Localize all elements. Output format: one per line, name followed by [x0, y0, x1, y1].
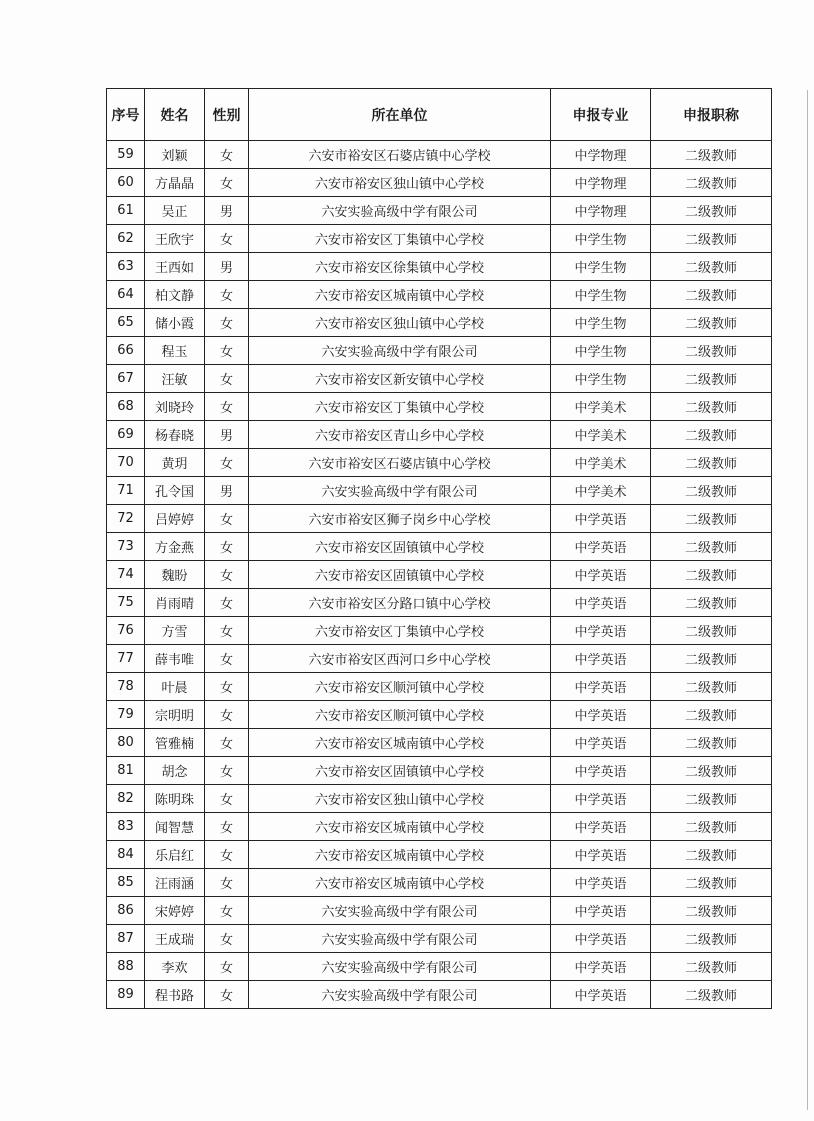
- cell-no: 60: [107, 169, 145, 197]
- cell-name: 闻智慧: [145, 813, 205, 841]
- cell-no: 68: [107, 393, 145, 421]
- cell-no: 62: [107, 225, 145, 253]
- cell-title: 二级教师: [651, 253, 772, 281]
- cell-major: 中学英语: [551, 589, 651, 617]
- table-row: [107, 141, 772, 169]
- table-row: [107, 309, 772, 337]
- header-gender: 性别: [205, 89, 249, 141]
- cell-name: 吕婷婷: [145, 505, 205, 533]
- header-row: [107, 89, 772, 141]
- cell-no: 74: [107, 561, 145, 589]
- cell-major: 中学英语: [551, 785, 651, 813]
- cell-name: 宋婷婷: [145, 897, 205, 925]
- cell-gender: 女: [205, 533, 249, 561]
- cell-unit: 六安实验高级中学有限公司: [249, 925, 551, 953]
- cell-title: 二级教师: [651, 981, 772, 1009]
- cell-major: 中学美术: [551, 477, 651, 505]
- cell-unit: 六安市裕安区西河口乡中心学校: [249, 645, 551, 673]
- cell-name: 程玉: [145, 337, 205, 365]
- table-row: [107, 925, 772, 953]
- cell-gender: 女: [205, 785, 249, 813]
- cell-name: 柏文静: [145, 281, 205, 309]
- cell-no: 61: [107, 197, 145, 225]
- cell-no: 72: [107, 505, 145, 533]
- cell-major: 中学英语: [551, 533, 651, 561]
- cell-name: 薛韦唯: [145, 645, 205, 673]
- cell-gender: 女: [205, 897, 249, 925]
- cell-name: 孔令国: [145, 477, 205, 505]
- cell-unit: 六安实验高级中学有限公司: [249, 477, 551, 505]
- cell-unit: 六安市裕安区固镇镇中心学校: [249, 533, 551, 561]
- cell-gender: 女: [205, 281, 249, 309]
- cell-unit: 六安市裕安区城南镇中心学校: [249, 281, 551, 309]
- cell-unit: 六安市裕安区分路口镇中心学校: [249, 589, 551, 617]
- table-row: [107, 645, 772, 673]
- cell-no: 64: [107, 281, 145, 309]
- cell-gender: 女: [205, 841, 249, 869]
- cell-major: 中学生物: [551, 253, 651, 281]
- cell-no: 77: [107, 645, 145, 673]
- cell-unit: 六安市裕安区徐集镇中心学校: [249, 253, 551, 281]
- table-row: [107, 673, 772, 701]
- cell-major: 中学生物: [551, 309, 651, 337]
- cell-title: 二级教师: [651, 225, 772, 253]
- cell-no: 59: [107, 141, 145, 169]
- cell-no: 86: [107, 897, 145, 925]
- cell-unit: 六安市裕安区城南镇中心学校: [249, 869, 551, 897]
- cell-major: 中学美术: [551, 449, 651, 477]
- table-row: [107, 869, 772, 897]
- cell-title: 二级教师: [651, 673, 772, 701]
- cell-no: 65: [107, 309, 145, 337]
- cell-title: 二级教师: [651, 365, 772, 393]
- cell-no: 89: [107, 981, 145, 1009]
- cell-title: 二级教师: [651, 393, 772, 421]
- cell-name: 储小霞: [145, 309, 205, 337]
- cell-major: 中学生物: [551, 225, 651, 253]
- cell-unit: 六安市裕安区独山镇中心学校: [249, 785, 551, 813]
- cell-gender: 女: [205, 925, 249, 953]
- cell-name: 方晶晶: [145, 169, 205, 197]
- cell-title: 二级教师: [651, 169, 772, 197]
- cell-unit: 六安市裕安区固镇镇中心学校: [249, 757, 551, 785]
- table-row: [107, 393, 772, 421]
- cell-unit: 六安市裕安区城南镇中心学校: [249, 813, 551, 841]
- cell-name: 叶晨: [145, 673, 205, 701]
- cell-gender: 女: [205, 645, 249, 673]
- cell-major: 中学英语: [551, 701, 651, 729]
- cell-title: 二级教师: [651, 337, 772, 365]
- header-title: 申报职称: [651, 89, 772, 141]
- cell-major: 中学英语: [551, 673, 651, 701]
- cell-gender: 男: [205, 197, 249, 225]
- cell-name: 汪敏: [145, 365, 205, 393]
- table-row: [107, 253, 772, 281]
- cell-name: 黄玥: [145, 449, 205, 477]
- table-row: [107, 561, 772, 589]
- cell-unit: 六安市裕安区狮子岗乡中心学校: [249, 505, 551, 533]
- cell-name: 刘晓玲: [145, 393, 205, 421]
- table-row: [107, 953, 772, 981]
- table-row: [107, 897, 772, 925]
- cell-no: 83: [107, 813, 145, 841]
- cell-major: 中学英语: [551, 617, 651, 645]
- cell-major: 中学英语: [551, 841, 651, 869]
- cell-gender: 男: [205, 421, 249, 449]
- cell-title: 二级教师: [651, 757, 772, 785]
- cell-name: 宗明明: [145, 701, 205, 729]
- table-header: [107, 89, 772, 141]
- cell-gender: 女: [205, 365, 249, 393]
- cell-name: 管雅楠: [145, 729, 205, 757]
- cell-unit: 六安市裕安区独山镇中心学校: [249, 169, 551, 197]
- table-row: [107, 365, 772, 393]
- cell-no: 69: [107, 421, 145, 449]
- cell-unit: 六安实验高级中学有限公司: [249, 981, 551, 1009]
- cell-title: 二级教师: [651, 897, 772, 925]
- cell-gender: 女: [205, 505, 249, 533]
- cell-title: 二级教师: [651, 421, 772, 449]
- cell-no: 80: [107, 729, 145, 757]
- table-row: [107, 225, 772, 253]
- cell-gender: 女: [205, 169, 249, 197]
- cell-title: 二级教师: [651, 533, 772, 561]
- table-row: [107, 421, 772, 449]
- cell-no: 73: [107, 533, 145, 561]
- cell-no: 85: [107, 869, 145, 897]
- cell-unit: 六安市裕安区城南镇中心学校: [249, 729, 551, 757]
- cell-no: 75: [107, 589, 145, 617]
- cell-unit: 六安实验高级中学有限公司: [249, 337, 551, 365]
- cell-name: 杨春晓: [145, 421, 205, 449]
- table-row: [107, 981, 772, 1009]
- table-row: [107, 477, 772, 505]
- teacher-roster-table: [106, 88, 772, 1009]
- table-row: [107, 785, 772, 813]
- cell-unit: 六安市裕安区丁集镇中心学校: [249, 225, 551, 253]
- cell-no: 78: [107, 673, 145, 701]
- cell-unit: 六安市裕安区独山镇中心学校: [249, 309, 551, 337]
- cell-major: 中学英语: [551, 981, 651, 1009]
- cell-no: 71: [107, 477, 145, 505]
- cell-gender: 女: [205, 617, 249, 645]
- cell-name: 方雪: [145, 617, 205, 645]
- table-row: [107, 729, 772, 757]
- cell-gender: 女: [205, 701, 249, 729]
- cell-title: 二级教师: [651, 925, 772, 953]
- cell-title: 二级教师: [651, 813, 772, 841]
- table-row: [107, 589, 772, 617]
- cell-major: 中学英语: [551, 869, 651, 897]
- cell-no: 63: [107, 253, 145, 281]
- cell-title: 二级教师: [651, 141, 772, 169]
- table-row: [107, 841, 772, 869]
- cell-title: 二级教师: [651, 589, 772, 617]
- cell-unit: 六安市裕安区青山乡中心学校: [249, 421, 551, 449]
- cell-unit: 六安市裕安区石婆店镇中心学校: [249, 449, 551, 477]
- cell-no: 66: [107, 337, 145, 365]
- cell-major: 中学生物: [551, 365, 651, 393]
- cell-major: 中学物理: [551, 141, 651, 169]
- header-unit: 所在单位: [249, 89, 551, 141]
- cell-gender: 女: [205, 869, 249, 897]
- cell-gender: 女: [205, 589, 249, 617]
- cell-no: 81: [107, 757, 145, 785]
- cell-unit: 六安市裕安区城南镇中心学校: [249, 841, 551, 869]
- cell-major: 中学英语: [551, 561, 651, 589]
- cell-title: 二级教师: [651, 869, 772, 897]
- cell-name: 程书路: [145, 981, 205, 1009]
- cell-gender: 女: [205, 449, 249, 477]
- cell-major: 中学英语: [551, 813, 651, 841]
- cell-gender: 女: [205, 225, 249, 253]
- table-row: [107, 449, 772, 477]
- cell-name: 方金燕: [145, 533, 205, 561]
- cell-unit: 六安实验高级中学有限公司: [249, 953, 551, 981]
- cell-title: 二级教师: [651, 449, 772, 477]
- cell-gender: 女: [205, 981, 249, 1009]
- cell-unit: 六安市裕安区固镇镇中心学校: [249, 561, 551, 589]
- cell-title: 二级教师: [651, 505, 772, 533]
- cell-no: 84: [107, 841, 145, 869]
- cell-name: 乐启红: [145, 841, 205, 869]
- cell-title: 二级教师: [651, 645, 772, 673]
- cell-gender: 男: [205, 477, 249, 505]
- table-row: [107, 281, 772, 309]
- cell-gender: 女: [205, 393, 249, 421]
- cell-major: 中学英语: [551, 897, 651, 925]
- table-row: [107, 757, 772, 785]
- cell-title: 二级教师: [651, 841, 772, 869]
- cell-gender: 女: [205, 813, 249, 841]
- cell-title: 二级教师: [651, 561, 772, 589]
- cell-no: 67: [107, 365, 145, 393]
- header-name: 姓名: [145, 89, 205, 141]
- cell-title: 二级教师: [651, 309, 772, 337]
- cell-name: 魏盼: [145, 561, 205, 589]
- cell-name: 吴正: [145, 197, 205, 225]
- cell-name: 王欣宇: [145, 225, 205, 253]
- table-row: [107, 617, 772, 645]
- cell-major: 中学英语: [551, 757, 651, 785]
- cell-major: 中学英语: [551, 505, 651, 533]
- cell-title: 二级教师: [651, 477, 772, 505]
- table-row: [107, 337, 772, 365]
- cell-major: 中学英语: [551, 953, 651, 981]
- cell-name: 汪雨涵: [145, 869, 205, 897]
- table-row: [107, 813, 772, 841]
- cell-gender: 女: [205, 729, 249, 757]
- cell-no: 76: [107, 617, 145, 645]
- table-row: [107, 169, 772, 197]
- table-row: [107, 533, 772, 561]
- cell-gender: 女: [205, 309, 249, 337]
- table-row: [107, 701, 772, 729]
- cell-major: 中学英语: [551, 729, 651, 757]
- cell-gender: 男: [205, 253, 249, 281]
- cell-title: 二级教师: [651, 785, 772, 813]
- cell-name: 胡念: [145, 757, 205, 785]
- cell-gender: 女: [205, 953, 249, 981]
- cell-no: 79: [107, 701, 145, 729]
- cell-unit: 六安市裕安区丁集镇中心学校: [249, 393, 551, 421]
- cell-no: 87: [107, 925, 145, 953]
- cell-name: 刘颖: [145, 141, 205, 169]
- cell-title: 二级教师: [651, 281, 772, 309]
- cell-name: 李欢: [145, 953, 205, 981]
- cell-major: 中学物理: [551, 197, 651, 225]
- cell-major: 中学英语: [551, 645, 651, 673]
- cell-major: 中学生物: [551, 281, 651, 309]
- table-body: [107, 141, 772, 1009]
- cell-gender: 女: [205, 561, 249, 589]
- cell-no: 82: [107, 785, 145, 813]
- cell-name: 肖雨晴: [145, 589, 205, 617]
- cell-title: 二级教师: [651, 953, 772, 981]
- cell-title: 二级教师: [651, 729, 772, 757]
- cell-title: 二级教师: [651, 617, 772, 645]
- cell-major: 中学英语: [551, 925, 651, 953]
- cell-unit: 六安市裕安区顺河镇中心学校: [249, 673, 551, 701]
- table-row: [107, 197, 772, 225]
- scan-edge-line: [807, 90, 808, 1110]
- cell-no: 70: [107, 449, 145, 477]
- header-major: 申报专业: [551, 89, 651, 141]
- cell-unit: 六安实验高级中学有限公司: [249, 897, 551, 925]
- cell-gender: 女: [205, 141, 249, 169]
- cell-unit: 六安市裕安区顺河镇中心学校: [249, 701, 551, 729]
- cell-unit: 六安市裕安区丁集镇中心学校: [249, 617, 551, 645]
- cell-gender: 女: [205, 757, 249, 785]
- cell-name: 王西如: [145, 253, 205, 281]
- cell-major: 中学美术: [551, 393, 651, 421]
- cell-unit: 六安市裕安区新安镇中心学校: [249, 365, 551, 393]
- cell-major: 中学美术: [551, 421, 651, 449]
- cell-no: 88: [107, 953, 145, 981]
- header-no: 序号: [107, 89, 145, 141]
- cell-title: 二级教师: [651, 701, 772, 729]
- cell-name: 王成瑞: [145, 925, 205, 953]
- cell-name: 陈明珠: [145, 785, 205, 813]
- cell-title: 二级教师: [651, 197, 772, 225]
- cell-major: 中学生物: [551, 337, 651, 365]
- cell-gender: 女: [205, 673, 249, 701]
- cell-unit: 六安实验高级中学有限公司: [249, 197, 551, 225]
- cell-unit: 六安市裕安区石婆店镇中心学校: [249, 141, 551, 169]
- table-row: [107, 505, 772, 533]
- cell-gender: 女: [205, 337, 249, 365]
- cell-major: 中学物理: [551, 169, 651, 197]
